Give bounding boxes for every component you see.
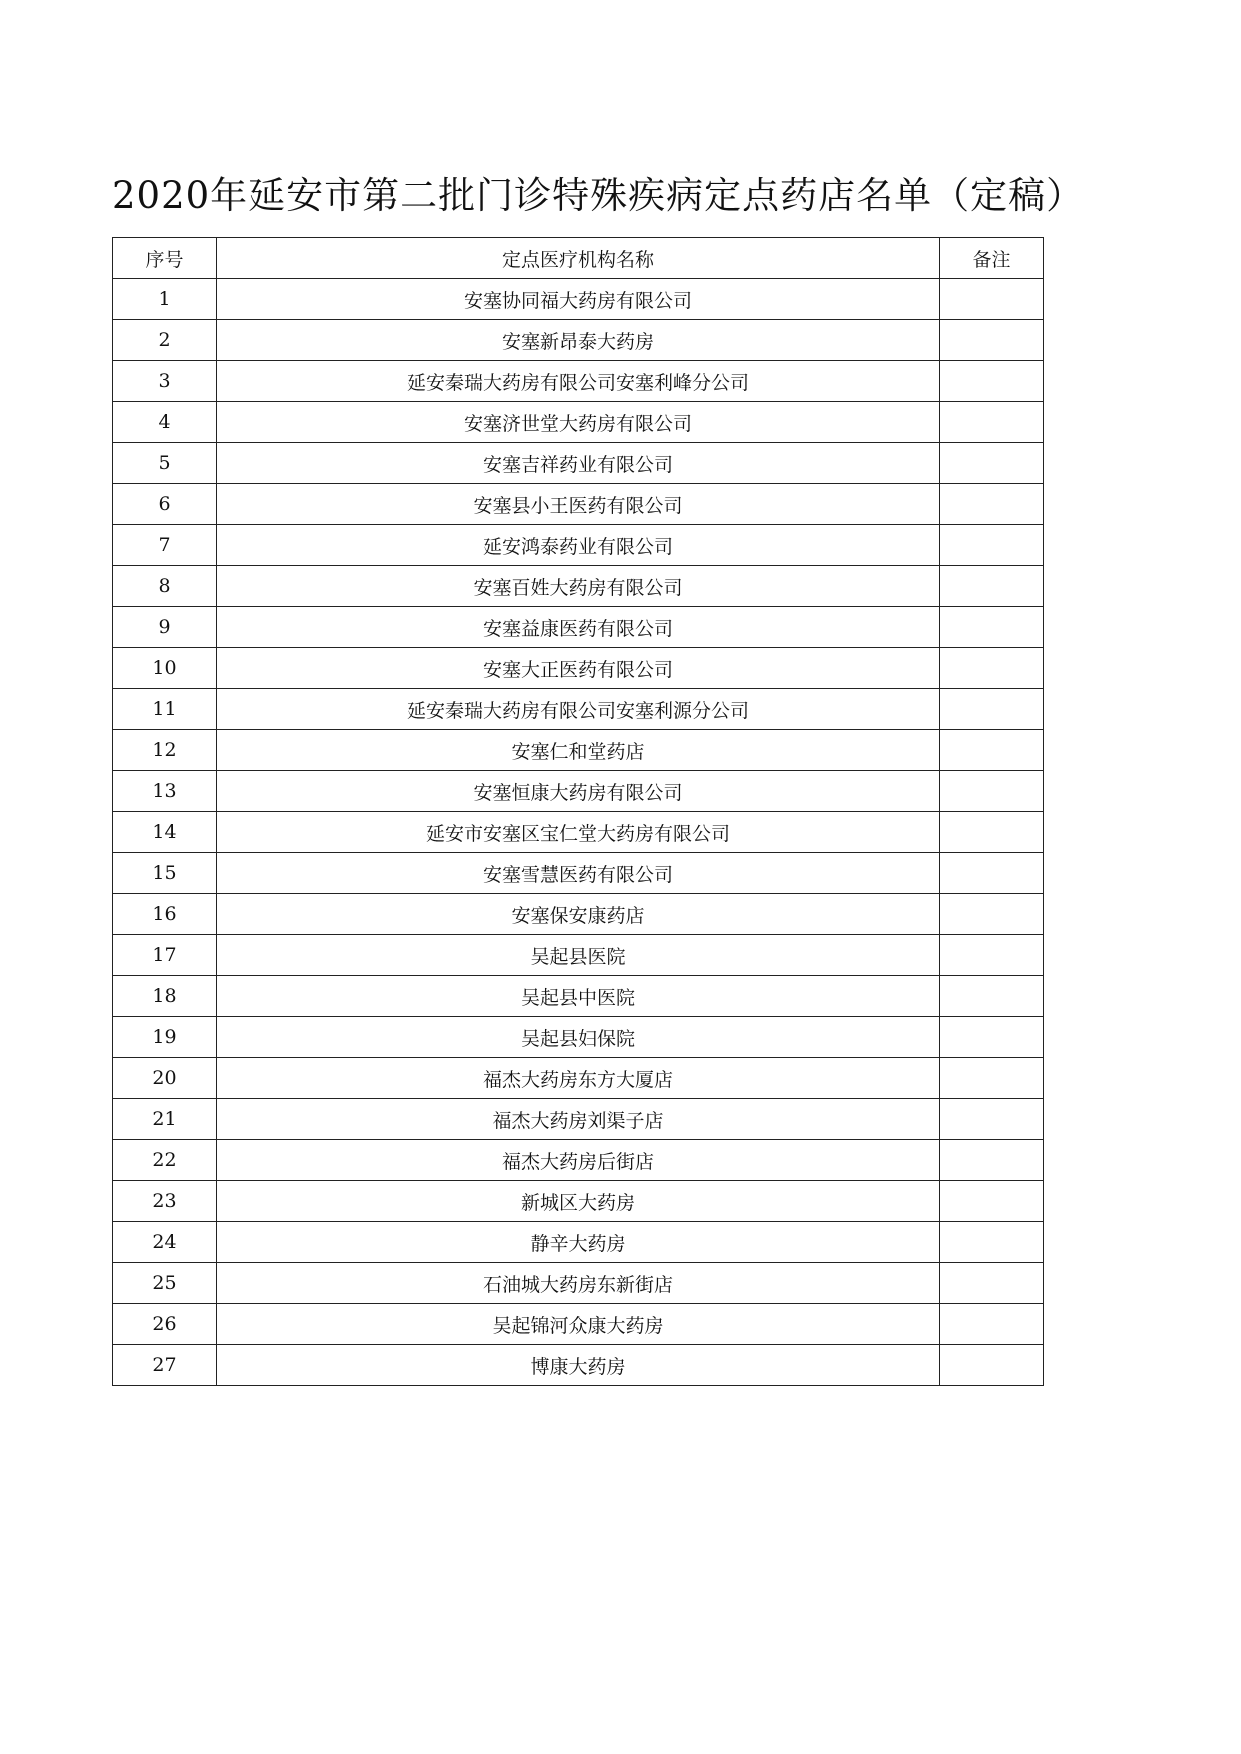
row-institution-name: 安塞协同福大药房有限公司: [217, 279, 940, 320]
row-institution-name: 安塞保安康药店: [217, 894, 940, 935]
table-header-row: [113, 238, 1044, 279]
table-row: [113, 935, 1044, 976]
row-serial-number: 9: [113, 607, 217, 648]
row-institution-name: 石油城大药房东新街店: [217, 1263, 940, 1304]
row-institution-name: 安塞大正医药有限公司: [217, 648, 940, 689]
table-row: [113, 402, 1044, 443]
row-serial-number: 1: [113, 279, 217, 320]
row-remarks: [940, 1058, 1044, 1099]
row-remarks: [940, 689, 1044, 730]
table-row: [113, 566, 1044, 607]
row-institution-name: 延安市安塞区宝仁堂大药房有限公司: [217, 812, 940, 853]
table-row: [113, 1181, 1044, 1222]
row-remarks: [940, 648, 1044, 689]
table-row: [113, 730, 1044, 771]
row-institution-name: 安塞恒康大药房有限公司: [217, 771, 940, 812]
row-institution-name: 延安秦瑞大药房有限公司安塞利源分公司: [217, 689, 940, 730]
row-serial-number: 18: [113, 976, 217, 1017]
row-remarks: [940, 607, 1044, 648]
row-remarks: [940, 1304, 1044, 1345]
table-row: [113, 484, 1044, 525]
table-row: [113, 853, 1044, 894]
row-institution-name: 吴起县中医院: [217, 976, 940, 1017]
row-remarks: [940, 484, 1044, 525]
table-row: [113, 525, 1044, 566]
row-remarks: [940, 935, 1044, 976]
row-serial-number: 24: [113, 1222, 217, 1263]
header-remarks: 备注: [940, 238, 1044, 279]
table-row: [113, 1017, 1044, 1058]
row-remarks: [940, 812, 1044, 853]
table-row: [113, 443, 1044, 484]
table-row: [113, 361, 1044, 402]
row-serial-number: 4: [113, 402, 217, 443]
table-row: [113, 1345, 1044, 1386]
row-institution-name: 吴起锦河众康大药房: [217, 1304, 940, 1345]
row-serial-number: 15: [113, 853, 217, 894]
table-row: [113, 1222, 1044, 1263]
row-institution-name: 安塞县小王医药有限公司: [217, 484, 940, 525]
row-institution-name: 安塞济世堂大药房有限公司: [217, 402, 940, 443]
row-serial-number: 16: [113, 894, 217, 935]
row-remarks: [940, 402, 1044, 443]
row-remarks: [940, 443, 1044, 484]
table-row: [113, 320, 1044, 361]
row-institution-name: 福杰大药房刘渠子店: [217, 1099, 940, 1140]
table-body: [113, 279, 1044, 1386]
table-row: [113, 607, 1044, 648]
row-institution-name: 吴起县医院: [217, 935, 940, 976]
row-serial-number: 20: [113, 1058, 217, 1099]
row-serial-number: 17: [113, 935, 217, 976]
row-serial-number: 14: [113, 812, 217, 853]
table-row: [113, 1263, 1044, 1304]
row-institution-name: 福杰大药房东方大厦店: [217, 1058, 940, 1099]
table-row: [113, 1099, 1044, 1140]
row-remarks: [940, 361, 1044, 402]
row-remarks: [940, 1099, 1044, 1140]
row-remarks: [940, 1263, 1044, 1304]
row-institution-name: 安塞雪慧医药有限公司: [217, 853, 940, 894]
table-row: [113, 894, 1044, 935]
row-institution-name: 福杰大药房后街店: [217, 1140, 940, 1181]
row-remarks: [940, 1140, 1044, 1181]
row-institution-name: 安塞百姓大药房有限公司: [217, 566, 940, 607]
row-institution-name: 延安鸿泰药业有限公司: [217, 525, 940, 566]
row-remarks: [940, 730, 1044, 771]
row-serial-number: 3: [113, 361, 217, 402]
row-remarks: [940, 566, 1044, 607]
row-remarks: [940, 1345, 1044, 1386]
pharmacy-list-table: [112, 237, 1044, 1386]
table-row: [113, 771, 1044, 812]
row-serial-number: 27: [113, 1345, 217, 1386]
row-remarks: [940, 976, 1044, 1017]
row-remarks: [940, 1222, 1044, 1263]
table-row: [113, 1140, 1044, 1181]
table-row: [113, 689, 1044, 730]
row-serial-number: 21: [113, 1099, 217, 1140]
table-row: [113, 648, 1044, 689]
row-institution-name: 吴起县妇保院: [217, 1017, 940, 1058]
row-serial-number: 26: [113, 1304, 217, 1345]
row-serial-number: 19: [113, 1017, 217, 1058]
row-serial-number: 23: [113, 1181, 217, 1222]
row-serial-number: 13: [113, 771, 217, 812]
row-remarks: [940, 320, 1044, 361]
row-remarks: [940, 525, 1044, 566]
row-remarks: [940, 853, 1044, 894]
row-institution-name: 安塞新昂泰大药房: [217, 320, 940, 361]
row-institution-name: 安塞益康医药有限公司: [217, 607, 940, 648]
document-title: 2020年延安市第二批门诊特殊疾病定点药店名单（定稿）: [112, 174, 1085, 217]
row-institution-name: 安塞吉祥药业有限公司: [217, 443, 940, 484]
row-institution-name: 静辛大药房: [217, 1222, 940, 1263]
table-row: [113, 279, 1044, 320]
row-serial-number: 10: [113, 648, 217, 689]
row-serial-number: 25: [113, 1263, 217, 1304]
table-row: [113, 1304, 1044, 1345]
table-row: [113, 812, 1044, 853]
row-remarks: [940, 1181, 1044, 1222]
row-institution-name: 新城区大药房: [217, 1181, 940, 1222]
row-institution-name: 安塞仁和堂药店: [217, 730, 940, 771]
row-institution-name: 博康大药房: [217, 1345, 940, 1386]
table-row: [113, 1058, 1044, 1099]
row-serial-number: 12: [113, 730, 217, 771]
row-remarks: [940, 894, 1044, 935]
row-remarks: [940, 279, 1044, 320]
header-serial-number: 序号: [113, 238, 217, 279]
table-row: [113, 976, 1044, 1017]
row-serial-number: 5: [113, 443, 217, 484]
row-serial-number: 2: [113, 320, 217, 361]
row-serial-number: 11: [113, 689, 217, 730]
row-serial-number: 22: [113, 1140, 217, 1181]
row-remarks: [940, 1017, 1044, 1058]
row-serial-number: 6: [113, 484, 217, 525]
header-institution-name: 定点医疗机构名称: [217, 238, 940, 279]
row-serial-number: 8: [113, 566, 217, 607]
row-remarks: [940, 771, 1044, 812]
row-serial-number: 7: [113, 525, 217, 566]
row-institution-name: 延安秦瑞大药房有限公司安塞利峰分公司: [217, 361, 940, 402]
